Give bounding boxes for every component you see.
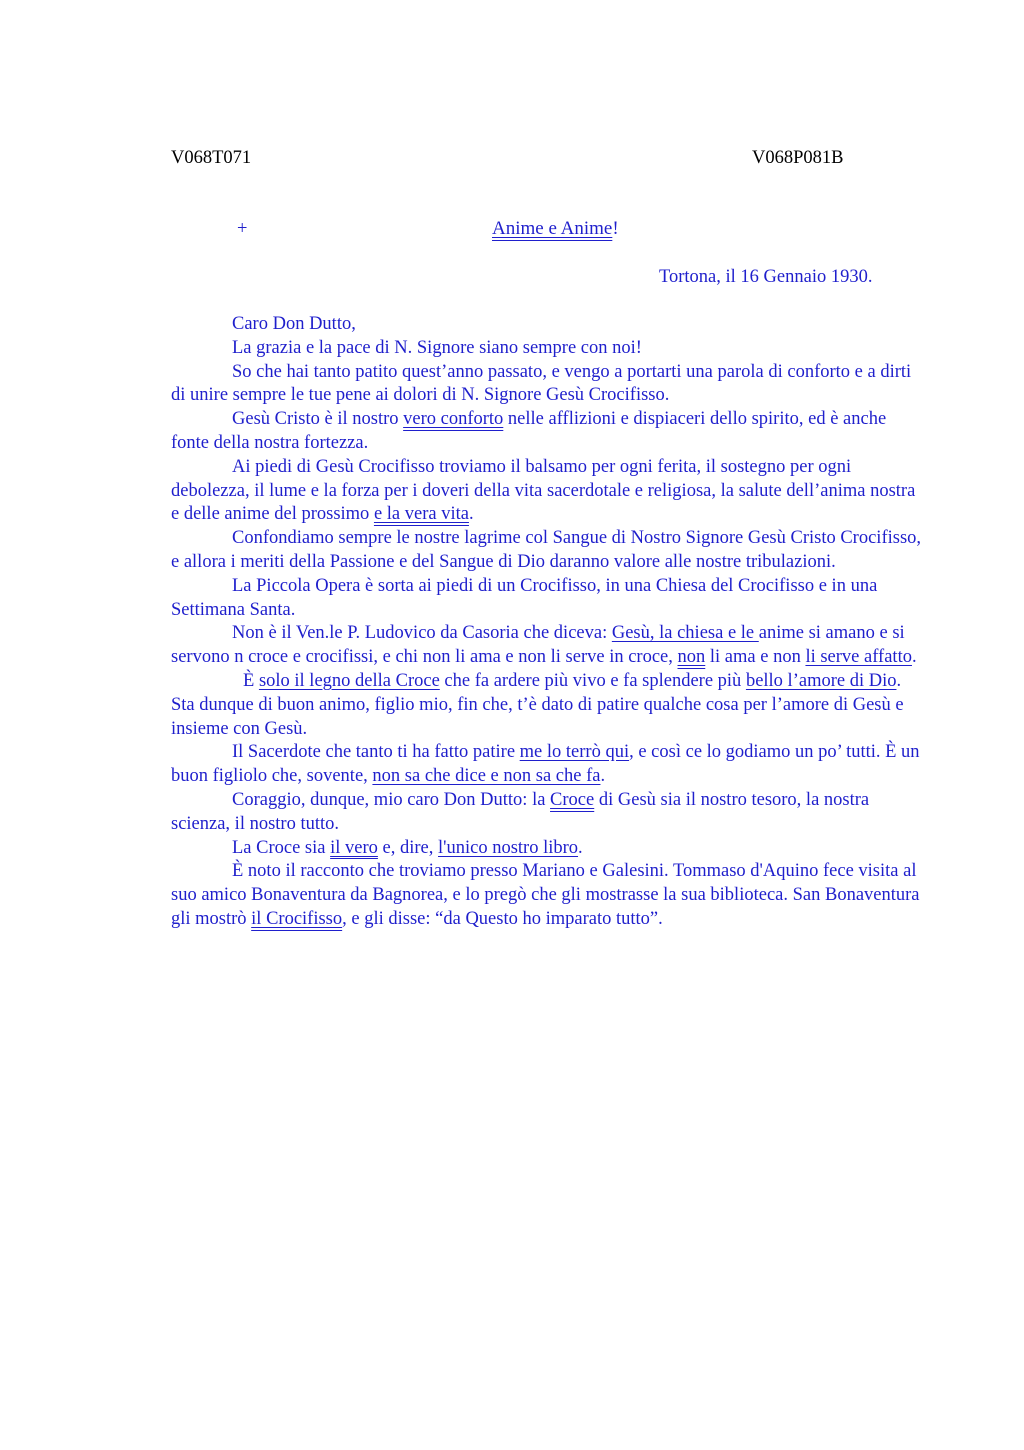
paragraph-2-text-a: Gesù Cristo è il nostro [232, 409, 404, 430]
paragraph-10-underlined-1: il vero [330, 837, 378, 858]
paragraph-8-text-a: Il Sacerdote che tanto ti ha fatto patire [232, 742, 520, 763]
paragraph-3-text-b: . [468, 504, 474, 525]
dateline: Tortona, il 16 Gennaio 1930. [659, 267, 873, 287]
paragraph-4: Confondiamo sempre le nostre lagrime col Sangue di Nostro Signore Gesù Cristo Crocifisso, e allora i meriti della Passione e del Sangue di Dio daranno valore alle nostre tribulazioni. [171, 528, 922, 572]
letter-title [492, 218, 619, 240]
paragraph-6-underlined-2: non [677, 647, 706, 668]
paragraph-9-text-b: di Gesù sia il nostro tesoro, la nostra scienza, il nostro tutto. [171, 789, 870, 834]
salutation: Caro Don Dutto, [232, 314, 356, 334]
paragraph-7-text-b: che fa ardere più vivo e fa splendere più [439, 670, 746, 691]
paragraph-6-text-a: Non è il Ven.le P. Ludovico da Casoria che diceva: [232, 623, 612, 644]
paragraph-9-underlined: Croce [550, 789, 595, 810]
paragraph-3-text-a: Ai piedi di Gesù Crocifisso troviamo il balsamo per ogni ferita, il sostegno per ogni debolezza, il lume e la forza per i doveri della vita sacerdotale e religiosa, la salute dell’anima nostra e delle anime del prossimo [171, 456, 916, 525]
paragraph-6 [171, 622, 923, 670]
paragraph-6-text-c: li ama e non [705, 647, 806, 668]
paragraph-7-underlined-1: solo il legno della Croce [258, 670, 440, 691]
paragraph-11-text-b: , e gli disse: “da Questo ho imparato tutto”. [342, 908, 663, 929]
paragraph-8-underlined-2: non sa che dice e non sa che fa [372, 766, 601, 787]
paragraph-2-text-b: nelle afflizioni e dispiaceri dello spirito, ed è anche fonte della nostra fortezza. [171, 409, 887, 453]
paragraph-11-text-a: È noto il racconto che troviamo presso Mariano e Galesini. Tommaso d'Aquino fece visita al suo amico Bonaventura da Bagnorea, e lo pregò che gli mostrasse la sua biblioteca. San Bonaventura gli mostrò [171, 861, 920, 929]
paragraph-11-underlined: il Crocifisso [251, 908, 343, 929]
paragraph-10-text-a: La Croce sia [232, 837, 331, 858]
paragraph-8-text-c: . [600, 766, 606, 787]
paragraph-9 [171, 789, 923, 837]
paragraph-2-underlined: vero conforto [403, 409, 504, 430]
paragraph-10-text-c: . [578, 837, 583, 858]
paragraph-10-underlined-2: l'unico nostro libro [438, 837, 579, 858]
paragraph-10-text-b: e, dire, [377, 837, 439, 858]
document-code-right: V068P081B [752, 148, 844, 168]
paragraph-10 [171, 837, 923, 861]
greeting: La grazia e la pace di N. Signore siano sempre con noi! [232, 337, 642, 358]
paragraph-6-text-b: anime si amano e si servono n croce e crocifissi, e chi non li ama e non li serve in croce, [171, 623, 905, 668]
paragraph-6-underlined-3: li serve affatto [805, 647, 912, 668]
paragraph-11 [171, 860, 923, 931]
paragraph-5: La Piccola Opera è sorta ai piedi di un Crocifisso, in una Chiesa del Crocifisso e in una Settimana Santa. [171, 575, 878, 620]
letter-title-punct: ! [612, 218, 619, 239]
paragraph-2 [171, 408, 923, 456]
paragraph-7-text-a: È [243, 670, 259, 691]
paragraph-3 [171, 456, 923, 527]
letter-body [171, 313, 923, 932]
paragraph-8 [171, 741, 923, 789]
paragraph-9-text-a: Coraggio, dunque, mio caro Don Dutto: la [232, 789, 551, 810]
paragraph-1: So che hai tanto patito quest’anno passato, e vengo a portarti una parola di conforto e a dirti di unire sempre le tue pene ai dolori di N. Signore Gesù Crocifisso. [171, 361, 912, 406]
paragraph-8-underlined-1: me lo terrò qui [519, 742, 630, 763]
letter-title-text: Anime e Anime [492, 218, 613, 239]
paragraph-3-underlined: e la vera vita [373, 504, 469, 525]
paragraph-6-text-d: . [911, 647, 917, 668]
paragraph-7-text-c: . Sta dunque di buon animo, figlio mio, fin che, t’è dato di patire qualche cosa per l’amore di Gesù e insieme con Gesù. [171, 670, 904, 739]
document-code-left: V068T071 [171, 148, 252, 168]
cross-symbol: + [237, 219, 248, 239]
paragraph-8-text-b: , e così ce lo godiamo un po’ tutti. È un buon figliolo che, sovente, [171, 742, 920, 787]
paragraph-6-underlined-1: Gesù, la chiesa e le [611, 623, 759, 644]
paragraph-7 [171, 670, 923, 741]
paragraph-7-underlined-2: bello l’amore di Dio [745, 670, 897, 691]
